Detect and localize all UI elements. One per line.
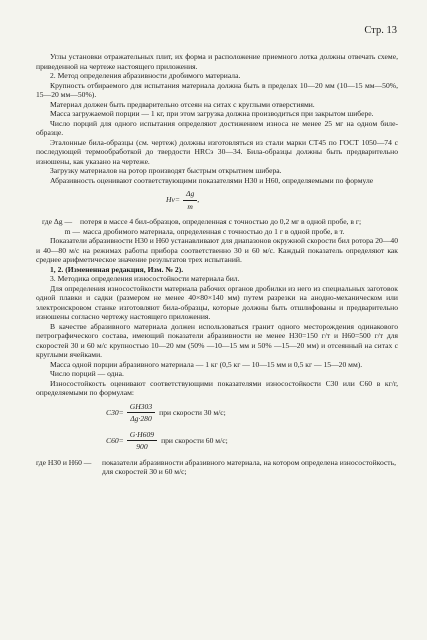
definition-text: масса дробимого материала, определенная с точностью до 1 г в одной пробе, в т. bbox=[83, 226, 345, 236]
paragraph: Число порций для одного испытания определяют достижением износа не менее 25 мг на одном биле-образце. bbox=[36, 118, 398, 137]
definition-text: показатели абразивности абразивного материала, на котором определена износостойкость, для скоростей 30 и 60 м/с; bbox=[102, 457, 396, 476]
paragraph: В качестве абразивного материала должен использоваться гранит одного месторождения одинакового петрографического состава, имеющий показатели абразивности не менее Н30=150 г/т и Н60=500 г/т для скоростей 30 и 60 м/с крупностью 10—20 мм (50% —10—15 мм и 50% —15—20 мм) и отсеянный на ситах с круглыми ячейками. bbox=[36, 321, 398, 359]
formula-denominator: m bbox=[187, 201, 193, 211]
formula-numerator: G·H609 bbox=[127, 430, 157, 442]
definition-item bbox=[36, 458, 398, 477]
paragraph: Абразивность оценивают соответствующими показателями Н30 и Н60, определяемыми по формуле bbox=[50, 175, 374, 185]
paragraph: Масса одной порции абразивного материала — 1 кг (0,5 кг — 10—15 мм и 0,5 кг — 15—20 мм). bbox=[50, 359, 363, 369]
paragraph: Показатели абразивности Н30 и Н60 устанавливают для диапазонов окружной скорости бил ротора 20—40 и 40—80 м/с на режимах работы прибора соответственно 30 и 60 м/с. Каждый показатель определяют как среднее арифметическое значение результатов трех испытаний. bbox=[36, 236, 398, 264]
formula-tail: , bbox=[197, 195, 200, 205]
section-heading: 3. Методика определения износостойкости материала бил. bbox=[50, 274, 240, 283]
paragraph: Для определения износостойкости материала рабочих органов дробилки из него из специальных заготовок одной плавки и садки (размером не менее 40×80×140 мм) путем разрезки на анодно-механическом или электроискровом станке изготовляют била-образцы, которые должны быть отшлифованы и предварительно изношены согласно чертежу настоящего приложения. bbox=[36, 283, 398, 321]
definition-label: где Δg — bbox=[42, 217, 73, 226]
formula-lhs: С60= bbox=[106, 435, 124, 445]
formula-wear-resistance-30 bbox=[106, 402, 398, 424]
formula-fraction bbox=[127, 430, 157, 452]
paragraph: Число порций — одна. bbox=[50, 369, 124, 378]
paragraph: Масса загружаемой порции — 1 кг, при этом загрузка должна производиться при закрытом шибере. bbox=[50, 109, 374, 118]
formula-tail: при скорости 60 м/с; bbox=[161, 435, 228, 445]
amendment-note: 1, 2. (Измененная редакция, Изм. № 2). bbox=[50, 264, 184, 274]
formula-tail: при скорости 30 м/с; bbox=[159, 407, 226, 417]
paragraph: 2. Метод определения абразивности дробимого материала. bbox=[50, 71, 241, 80]
formula-lhs: С30= bbox=[106, 407, 124, 417]
paragraph: Углы установки отражательных плит, их форма и расположение приемного лотка должны отвечать схеме, приведенной на чертеже настоящего приложения. bbox=[36, 52, 398, 71]
definition-item bbox=[36, 227, 398, 237]
definition-item bbox=[36, 217, 398, 227]
definition-label: где Н30 и Н60 — bbox=[36, 457, 92, 467]
paragraph: Материал должен быть предварительно отсеян на ситах с круглыми отверстиями. bbox=[50, 99, 315, 109]
formula-numerator: Δg bbox=[183, 189, 197, 201]
paragraph: Износостойкость оценивают соответствующими показателями износостойкости С30 или С60 в кг/г, определяемыми по формулам: bbox=[36, 378, 398, 397]
definition-text: потеря в массе 4 бил-образцов, определенная с точностью до 0,2 мг в одной пробе, в г; bbox=[80, 217, 362, 226]
paragraph: Крупность отбираемого для испытания материала должна быть в пределах 10—20 мм (10—15 мм—50%, 15—20 мм—50%). bbox=[36, 80, 398, 99]
formula-abrasiveness bbox=[166, 189, 398, 211]
formula-wear-resistance-60 bbox=[106, 430, 398, 452]
formula-denominator: Δg·280 bbox=[130, 414, 152, 423]
paragraph: Эталонные била-образцы (см. чертеж) должны изготовляться из стали марки СТ45 по ГОСТ 1050—74 с последующей термообработкой до твердости HRCэ 30—34. Била-образцы должны быть предварительно изношены, как указано на чертеже. bbox=[36, 137, 398, 166]
definition-label: m — bbox=[64, 226, 80, 236]
page-number: Стр. 13 bbox=[364, 25, 397, 36]
paragraph: Загрузку материалов на ротор производят быстрым открытием шибера. bbox=[50, 166, 282, 175]
formula-fraction bbox=[127, 402, 155, 424]
document-body bbox=[36, 52, 398, 477]
formula-fraction bbox=[183, 189, 200, 211]
formula-numerator: GH303 bbox=[127, 402, 155, 414]
formula-lhs: Нv= bbox=[166, 195, 180, 205]
formula-denominator: 900 bbox=[136, 442, 148, 451]
